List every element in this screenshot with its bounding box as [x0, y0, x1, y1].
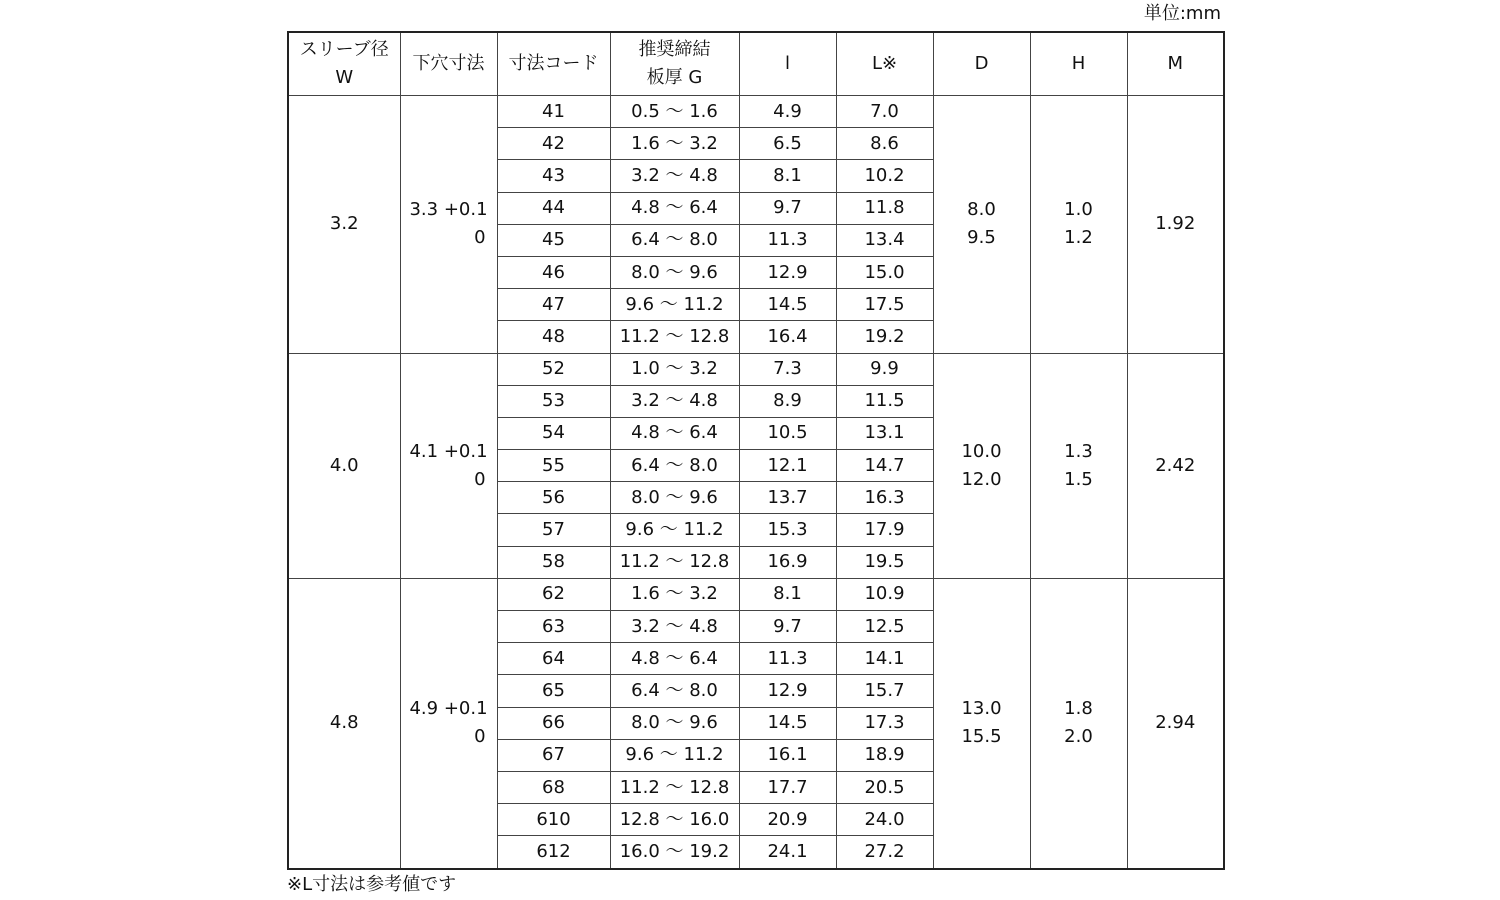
d-value: 13.0	[961, 698, 1002, 720]
size-code-cell: 610	[497, 804, 610, 836]
i-value-cell: 16.4	[739, 321, 836, 353]
l-value-cell: 16.3	[836, 482, 933, 514]
header-sleeve-diameter-line2: W	[335, 67, 354, 88]
h-value: 1.2	[1064, 227, 1093, 249]
i-value-cell: 12.1	[739, 450, 836, 482]
m-value-cell: 2.94	[1127, 578, 1224, 868]
l-value-cell: 17.5	[836, 289, 933, 321]
table-row	[288, 96, 1224, 128]
l-value-cell: 17.3	[836, 707, 933, 739]
grip-range-cell: 9.6 ～ 11.2	[610, 289, 739, 321]
grip-range-cell: 6.4 ～ 8.0	[610, 224, 739, 256]
h-value-cell	[1030, 96, 1127, 354]
size-code-cell: 54	[497, 417, 610, 449]
l-value-cell: 18.9	[836, 739, 933, 771]
spec-table	[287, 31, 1225, 870]
size-code-cell: 58	[497, 546, 610, 578]
size-code-cell: 56	[497, 482, 610, 514]
hole-size-lower: 0	[474, 227, 486, 249]
l-value-cell: 13.4	[836, 224, 933, 256]
hole-size-cell	[400, 353, 497, 578]
table-row	[288, 578, 1224, 610]
sleeve-diameter-cell: 3.2	[288, 96, 400, 354]
size-code-cell: 52	[497, 353, 610, 385]
h-value-cell	[1030, 353, 1127, 578]
i-value-cell: 17.7	[739, 771, 836, 803]
hole-size-tolerance	[409, 695, 487, 751]
i-value-cell: 8.1	[739, 160, 836, 192]
size-code-cell: 57	[497, 514, 610, 546]
table-body	[288, 96, 1224, 869]
hole-size-cell	[400, 578, 497, 868]
l-value-cell: 7.0	[836, 96, 933, 128]
i-value-cell: 8.1	[739, 578, 836, 610]
l-value-cell: 14.7	[836, 450, 933, 482]
d-value: 12.0	[961, 468, 1002, 490]
hole-size-upper: 4.1 +0.1	[409, 440, 488, 462]
d-value: 15.5	[961, 726, 1002, 748]
size-code-cell: 63	[497, 611, 610, 643]
size-code-cell: 612	[497, 836, 610, 869]
header-sleeve-diameter-line1: スリーブ径	[299, 39, 389, 60]
size-code-cell: 64	[497, 643, 610, 675]
size-code-cell: 68	[497, 771, 610, 803]
i-value-cell: 11.3	[739, 224, 836, 256]
h-value: 2.0	[1064, 726, 1093, 748]
grip-range-cell: 11.2 ～ 12.8	[610, 546, 739, 578]
hole-size-tolerance	[409, 196, 487, 252]
size-code-cell: 43	[497, 160, 610, 192]
table-row	[288, 353, 1224, 385]
i-value-cell: 20.9	[739, 804, 836, 836]
i-value-cell: 13.7	[739, 482, 836, 514]
size-code-cell: 62	[497, 578, 610, 610]
header-row	[288, 32, 1224, 96]
grip-range-cell: 8.0 ～ 9.6	[610, 482, 739, 514]
i-value-cell: 16.1	[739, 739, 836, 771]
i-value-cell: 9.7	[739, 192, 836, 224]
grip-range-cell: 3.2 ～ 4.8	[610, 160, 739, 192]
size-code-cell: 66	[497, 707, 610, 739]
size-code-cell: 48	[497, 321, 610, 353]
grip-range-cell: 8.0 ～ 9.6	[610, 707, 739, 739]
hole-size-lower: 0	[474, 726, 486, 748]
h-value: 1.8	[1064, 698, 1093, 720]
i-value-cell: 7.3	[739, 353, 836, 385]
l-value-cell: 11.8	[836, 192, 933, 224]
d-value-cell	[933, 96, 1030, 354]
h-value: 1.0	[1064, 199, 1093, 221]
header-grip-range-line2: 板厚 G	[646, 67, 703, 88]
sleeve-diameter-cell: 4.8	[288, 578, 400, 868]
grip-range-cell: 1.0 ～ 3.2	[610, 353, 739, 385]
header-d: D	[933, 32, 1030, 96]
i-value-cell: 6.5	[739, 128, 836, 160]
i-value-cell: 24.1	[739, 836, 836, 869]
i-value-cell: 15.3	[739, 514, 836, 546]
grip-range-cell: 4.8 ～ 6.4	[610, 417, 739, 449]
i-value-cell: 14.5	[739, 289, 836, 321]
i-value-cell: 16.9	[739, 546, 836, 578]
header-h: H	[1030, 32, 1127, 96]
hole-size-cell	[400, 96, 497, 354]
grip-range-cell: 16.0 ～ 19.2	[610, 836, 739, 869]
grip-range-cell: 12.8 ～ 16.0	[610, 804, 739, 836]
l-value-cell: 15.7	[836, 675, 933, 707]
size-code-cell: 42	[497, 128, 610, 160]
table-header	[288, 32, 1224, 96]
h-value-cell	[1030, 578, 1127, 868]
l-value-cell: 24.0	[836, 804, 933, 836]
i-value-cell: 11.3	[739, 643, 836, 675]
header-grip-range	[610, 32, 739, 96]
hole-size-upper: 4.9 +0.1	[409, 698, 488, 720]
footnote: ※L寸法は参考値です	[287, 874, 457, 895]
grip-range-cell: 0.5 ～ 1.6	[610, 96, 739, 128]
i-value-cell: 12.9	[739, 256, 836, 288]
l-value-cell: 13.1	[836, 417, 933, 449]
grip-range-cell: 4.8 ～ 6.4	[610, 192, 739, 224]
l-value-cell: 10.9	[836, 578, 933, 610]
header-hole-size: 下穴寸法	[400, 32, 497, 96]
header-size-code: 寸法コード	[497, 32, 610, 96]
d-value: 8.0	[967, 199, 996, 221]
size-code-cell: 41	[497, 96, 610, 128]
grip-range-cell: 11.2 ～ 12.8	[610, 771, 739, 803]
grip-range-cell: 9.6 ～ 11.2	[610, 739, 739, 771]
size-code-cell: 44	[497, 192, 610, 224]
hole-size-tolerance	[409, 438, 487, 494]
d-value: 10.0	[961, 440, 1002, 462]
l-value-cell: 11.5	[836, 385, 933, 417]
l-value-cell: 8.6	[836, 128, 933, 160]
size-code-cell: 47	[497, 289, 610, 321]
m-value-cell: 1.92	[1127, 96, 1224, 354]
grip-range-cell: 1.6 ～ 3.2	[610, 578, 739, 610]
i-value-cell: 12.9	[739, 675, 836, 707]
grip-range-cell: 6.4 ～ 8.0	[610, 675, 739, 707]
hole-size-upper: 3.3 +0.1	[409, 199, 488, 221]
l-value-cell: 10.2	[836, 160, 933, 192]
size-code-cell: 45	[497, 224, 610, 256]
m-value-cell: 2.42	[1127, 353, 1224, 578]
i-value-cell: 8.9	[739, 385, 836, 417]
grip-range-cell: 9.6 ～ 11.2	[610, 514, 739, 546]
l-value-cell: 27.2	[836, 836, 933, 869]
header-i: l	[739, 32, 836, 96]
i-value-cell: 9.7	[739, 611, 836, 643]
size-code-cell: 46	[497, 256, 610, 288]
grip-range-cell: 4.8 ～ 6.4	[610, 643, 739, 675]
l-value-cell: 12.5	[836, 611, 933, 643]
grip-range-cell: 1.6 ～ 3.2	[610, 128, 739, 160]
i-value-cell: 4.9	[739, 96, 836, 128]
size-code-cell: 55	[497, 450, 610, 482]
header-l: L※	[836, 32, 933, 96]
sleeve-diameter-cell: 4.0	[288, 353, 400, 578]
l-value-cell: 15.0	[836, 256, 933, 288]
size-code-cell: 65	[497, 675, 610, 707]
size-code-cell: 53	[497, 385, 610, 417]
header-sleeve-diameter	[288, 32, 400, 96]
unit-label: 単位:mm	[1143, 3, 1221, 24]
grip-range-cell: 3.2 ～ 4.8	[610, 611, 739, 643]
hole-size-lower: 0	[474, 468, 486, 490]
l-value-cell: 9.9	[836, 353, 933, 385]
header-m: M	[1127, 32, 1224, 96]
grip-range-cell: 3.2 ～ 4.8	[610, 385, 739, 417]
l-value-cell: 20.5	[836, 771, 933, 803]
l-value-cell: 19.2	[836, 321, 933, 353]
d-value: 9.5	[967, 227, 996, 249]
d-value-cell	[933, 353, 1030, 578]
l-value-cell: 19.5	[836, 546, 933, 578]
grip-range-cell: 11.2 ～ 12.8	[610, 321, 739, 353]
size-code-cell: 67	[497, 739, 610, 771]
grip-range-cell: 6.4 ～ 8.0	[610, 450, 739, 482]
h-value: 1.5	[1064, 468, 1093, 490]
header-grip-range-line1: 推奨締結	[638, 39, 711, 60]
grip-range-cell: 8.0 ～ 9.6	[610, 256, 739, 288]
i-value-cell: 14.5	[739, 707, 836, 739]
l-value-cell: 14.1	[836, 643, 933, 675]
i-value-cell: 10.5	[739, 417, 836, 449]
l-value-cell: 17.9	[836, 514, 933, 546]
h-value: 1.3	[1064, 440, 1093, 462]
d-value-cell	[933, 578, 1030, 868]
